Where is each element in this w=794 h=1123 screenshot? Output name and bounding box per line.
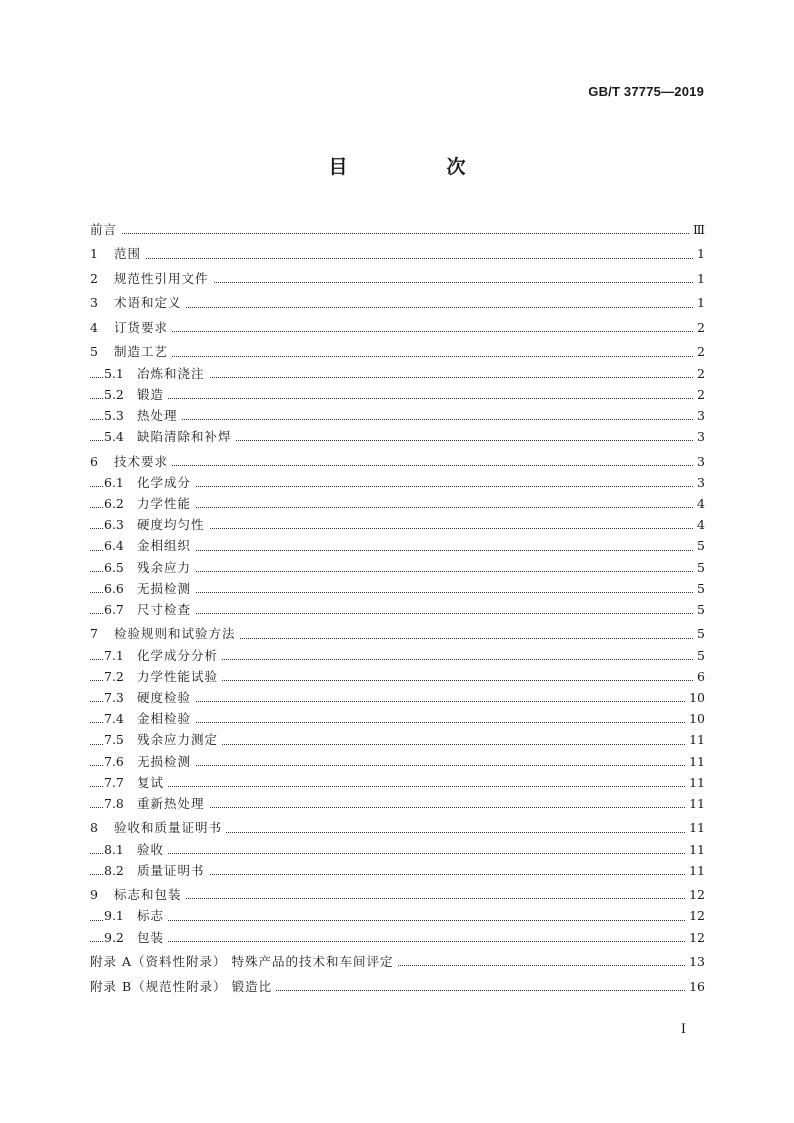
toc-entry-heading xyxy=(104,535,195,556)
toc-entry-heading xyxy=(104,363,209,384)
toc-entry-label: 力学性能试验 xyxy=(137,668,219,684)
dot-leader xyxy=(90,398,705,399)
toc-entry-page: 4 xyxy=(693,514,705,535)
toc-entry-heading xyxy=(104,599,195,620)
toc-entry-label: 术语和定义 xyxy=(114,295,182,311)
toc-entry-label: 化学成分 xyxy=(137,474,192,490)
toc-entry-number: 7.7 xyxy=(104,774,124,790)
toc-entry-heading xyxy=(104,514,209,535)
dot-leader xyxy=(90,331,705,332)
toc-entry-heading xyxy=(104,405,182,426)
toc-entry-number: 6.6 xyxy=(104,580,124,596)
toc-entry-page: 11 xyxy=(685,793,705,814)
toc-entry-number: 4 xyxy=(90,319,98,335)
toc-entry-page: 13 xyxy=(685,951,705,972)
toc-entry-heading xyxy=(104,578,195,599)
dot-leader xyxy=(90,941,705,942)
toc-entry[interactable] xyxy=(90,817,705,838)
toc-entry-label: 包装 xyxy=(137,929,165,945)
toc-entry-number: 1 xyxy=(90,246,98,262)
toc-entry-page: 1 xyxy=(693,292,705,313)
toc-entry-page: 4 xyxy=(693,493,705,514)
page-number: Ⅰ xyxy=(680,1022,686,1037)
toc-entry-page: 12 xyxy=(685,927,705,948)
toc-entry-heading xyxy=(90,451,172,472)
toc-entry-number: 7.3 xyxy=(104,690,124,706)
toc-entry-label: 硬度均匀性 xyxy=(137,517,205,533)
toc-entry-page: 3 xyxy=(693,426,705,447)
toc-entry-label: 制造工艺 xyxy=(114,344,169,360)
toc-entry-heading xyxy=(104,860,209,881)
toc-entry-label: 冶炼和浇注 xyxy=(137,365,205,381)
toc-entry[interactable] xyxy=(90,772,705,793)
toc-entry[interactable] xyxy=(90,729,705,750)
toc-entry[interactable] xyxy=(90,535,705,556)
toc-entry[interactable] xyxy=(90,976,705,997)
toc-entry[interactable] xyxy=(90,219,705,240)
toc-entry-number: 6.2 xyxy=(104,496,124,512)
toc-entry[interactable] xyxy=(90,292,705,313)
toc-entry[interactable] xyxy=(90,514,705,535)
toc-entry[interactable] xyxy=(90,243,705,264)
dot-leader xyxy=(90,419,705,420)
toc-entry[interactable] xyxy=(90,666,705,687)
toc-entry-heading xyxy=(90,317,172,338)
toc-entry-page: 11 xyxy=(685,839,705,860)
toc-entry-label: 无损检测 xyxy=(137,753,192,769)
toc-entry-page: 2 xyxy=(693,363,705,384)
toc-entry[interactable] xyxy=(90,884,705,905)
toc-entry-heading xyxy=(104,645,222,666)
table-of-contents xyxy=(90,219,705,997)
toc-entry-heading xyxy=(90,976,276,997)
toc-entry-label: 验收和质量证明书 xyxy=(114,820,223,836)
toc-entry-label: 尺寸检查 xyxy=(137,601,192,617)
toc-entry-page: 2 xyxy=(693,341,705,362)
toc-entry-number: 9.1 xyxy=(104,908,124,924)
toc-entry-page: 3 xyxy=(693,472,705,493)
toc-entry-label: 复试 xyxy=(137,774,165,790)
toc-entry[interactable] xyxy=(90,751,705,772)
toc-entry-label: 热处理 xyxy=(137,407,178,423)
toc-entry-label: 前言 xyxy=(90,222,118,237)
toc-entry-number: 6.3 xyxy=(104,517,124,533)
toc-entry-number: 6.4 xyxy=(104,538,124,554)
toc-entry-number: 5.2 xyxy=(104,386,124,402)
toc-entry-number: 7.1 xyxy=(104,647,124,663)
toc-entry-label: 锻造 xyxy=(137,386,165,402)
toc-entry-label: 检验规则和试验方法 xyxy=(114,626,236,642)
toc-entry-number: 7.4 xyxy=(104,711,124,727)
toc-entry-label: 订货要求 xyxy=(114,319,169,335)
toc-entry-label: 金相组织 xyxy=(137,538,192,554)
toc-entry-page: 16 xyxy=(685,976,705,997)
toc-entry[interactable] xyxy=(90,839,705,860)
toc-entry-page: 11 xyxy=(685,772,705,793)
toc-entry-heading xyxy=(104,927,168,948)
toc-entry-label: 化学成分分析 xyxy=(137,647,219,663)
dot-leader xyxy=(90,356,705,357)
toc-entry-number: 7.2 xyxy=(104,668,124,684)
toc-entry-heading xyxy=(90,219,121,240)
toc-entry-number: 7.5 xyxy=(104,732,124,748)
toc-entry-heading xyxy=(104,472,195,493)
toc-entry[interactable] xyxy=(90,384,705,405)
toc-entry-heading xyxy=(104,666,222,687)
toc-entry-label: 质量证明书 xyxy=(137,862,205,878)
toc-entry[interactable] xyxy=(90,405,705,426)
toc-entry[interactable] xyxy=(90,708,705,729)
toc-entry-label: 范围 xyxy=(114,246,142,262)
toc-entry-heading xyxy=(104,751,195,772)
toc-entry-number: 6.5 xyxy=(104,559,124,575)
toc-entry[interactable] xyxy=(90,363,705,384)
toc-entry-heading xyxy=(90,292,186,313)
toc-entry[interactable] xyxy=(90,599,705,620)
toc-entry-label: 硬度检验 xyxy=(137,690,192,706)
document-code: GB/T 37775—2019 xyxy=(588,84,704,99)
toc-entry-page: 5 xyxy=(693,535,705,556)
toc-entry-label: 验收 xyxy=(137,841,165,857)
page-title: 目 次 xyxy=(328,156,506,178)
toc-entry-number: 5.3 xyxy=(104,407,124,423)
toc-entry-heading xyxy=(104,772,168,793)
toc-entry-page: 11 xyxy=(685,751,705,772)
toc-entry-heading xyxy=(104,493,195,514)
toc-entry-heading xyxy=(90,884,186,905)
toc-entry-label: 附录 B（规范性附录） 锻造比 xyxy=(90,978,273,994)
toc-entry-number: 5 xyxy=(90,344,98,360)
toc-entry-heading xyxy=(104,793,209,814)
toc-entry[interactable] xyxy=(90,645,705,666)
toc-entry-number: 8 xyxy=(90,820,98,836)
toc-entry[interactable] xyxy=(90,578,705,599)
toc-entry-page: 5 xyxy=(693,623,705,644)
toc-entry[interactable] xyxy=(90,687,705,708)
toc-entry-page: 2 xyxy=(693,384,705,405)
toc-entry-page: 11 xyxy=(685,860,705,881)
toc-entry-page: 1 xyxy=(693,268,705,289)
toc-entry-heading xyxy=(104,839,168,860)
toc-entry-heading xyxy=(104,708,195,729)
toc-entry-page: 6 xyxy=(693,666,705,687)
toc-entry-heading xyxy=(90,623,240,644)
toc-entry-page: 5 xyxy=(693,599,705,620)
toc-entry-page: 5 xyxy=(693,557,705,578)
toc-entry-number: 8.2 xyxy=(104,862,124,878)
toc-entry-label: 缺陷清除和补焊 xyxy=(137,429,232,445)
toc-entry[interactable] xyxy=(90,493,705,514)
toc-entry-label: 规范性引用文件 xyxy=(114,270,209,286)
toc-entry-page: 12 xyxy=(685,905,705,926)
toc-entry[interactable] xyxy=(90,905,705,926)
toc-entry-label: 残余应力 xyxy=(137,559,192,575)
toc-entry-number: 9 xyxy=(90,887,98,903)
toc-entry-number: 6.7 xyxy=(104,601,124,617)
toc-entry[interactable] xyxy=(90,623,705,644)
toc-entry-page: 10 xyxy=(685,708,705,729)
toc-entry-heading xyxy=(90,243,145,264)
toc-entry-page: 10 xyxy=(685,687,705,708)
toc-entry-number: 2 xyxy=(90,270,98,286)
dot-leader xyxy=(90,920,705,921)
toc-entry-label: 附录 A（资料性附录） 特殊产品的技术和车间评定 xyxy=(90,954,394,970)
toc-entry-page: 3 xyxy=(693,451,705,472)
dot-leader xyxy=(90,233,705,234)
toc-entry[interactable] xyxy=(90,927,705,948)
dot-leader xyxy=(90,465,705,466)
toc-entry-heading xyxy=(104,384,168,405)
toc-entry-number: 7.6 xyxy=(104,753,124,769)
toc-entry-label: 重新热处理 xyxy=(137,795,205,811)
toc-entry-heading xyxy=(90,817,226,838)
toc-entry-heading xyxy=(104,729,222,750)
toc-entry[interactable] xyxy=(90,317,705,338)
toc-entry[interactable] xyxy=(90,341,705,362)
toc-entry-label: 标志 xyxy=(137,908,165,924)
toc-entry-label: 技术要求 xyxy=(114,453,169,469)
toc-entry-number: 5.4 xyxy=(104,429,124,445)
toc-entry-page: Ⅲ xyxy=(689,219,705,240)
toc-entry[interactable] xyxy=(90,951,705,972)
toc-entry[interactable] xyxy=(90,860,705,881)
toc-entry-number: 7 xyxy=(90,626,98,642)
toc-entry-number: 6 xyxy=(90,453,98,469)
toc-entry-heading xyxy=(104,557,195,578)
toc-entry-page: 3 xyxy=(693,405,705,426)
toc-entry-number: 5.1 xyxy=(104,365,124,381)
toc-entry-number: 8.1 xyxy=(104,841,124,857)
toc-entry[interactable] xyxy=(90,268,705,289)
toc-entry[interactable] xyxy=(90,426,705,447)
toc-entry-page: 1 xyxy=(693,243,705,264)
dot-leader xyxy=(90,786,705,787)
dot-leader xyxy=(90,258,705,259)
toc-entry-number: 3 xyxy=(90,295,98,311)
toc-entry[interactable] xyxy=(90,793,705,814)
toc-entry-number: 6.1 xyxy=(104,474,124,490)
toc-entry[interactable] xyxy=(90,451,705,472)
toc-entry-page: 11 xyxy=(685,817,705,838)
toc-entry-page: 2 xyxy=(693,317,705,338)
toc-entry-heading xyxy=(104,905,168,926)
toc-entry-heading xyxy=(104,687,195,708)
toc-entry-page: 12 xyxy=(685,884,705,905)
toc-entry[interactable] xyxy=(90,557,705,578)
dot-leader xyxy=(90,853,705,854)
toc-entry-heading xyxy=(90,951,397,972)
toc-entry-page: 5 xyxy=(693,645,705,666)
toc-entry-label: 力学性能 xyxy=(137,496,192,512)
toc-entry-label: 金相检验 xyxy=(137,711,192,727)
toc-entry-number: 7.8 xyxy=(104,795,124,811)
toc-entry-heading xyxy=(90,268,213,289)
toc-entry-heading xyxy=(90,341,172,362)
toc-entry-heading xyxy=(104,426,236,447)
toc-entry-label: 残余应力测定 xyxy=(137,732,219,748)
toc-entry-label: 无损检测 xyxy=(137,580,192,596)
toc-entry-page: 11 xyxy=(685,729,705,750)
toc-entry-page: 5 xyxy=(693,578,705,599)
toc-entry-number: 9.2 xyxy=(104,929,124,945)
toc-entry-label: 标志和包装 xyxy=(114,887,182,903)
toc-entry[interactable] xyxy=(90,472,705,493)
